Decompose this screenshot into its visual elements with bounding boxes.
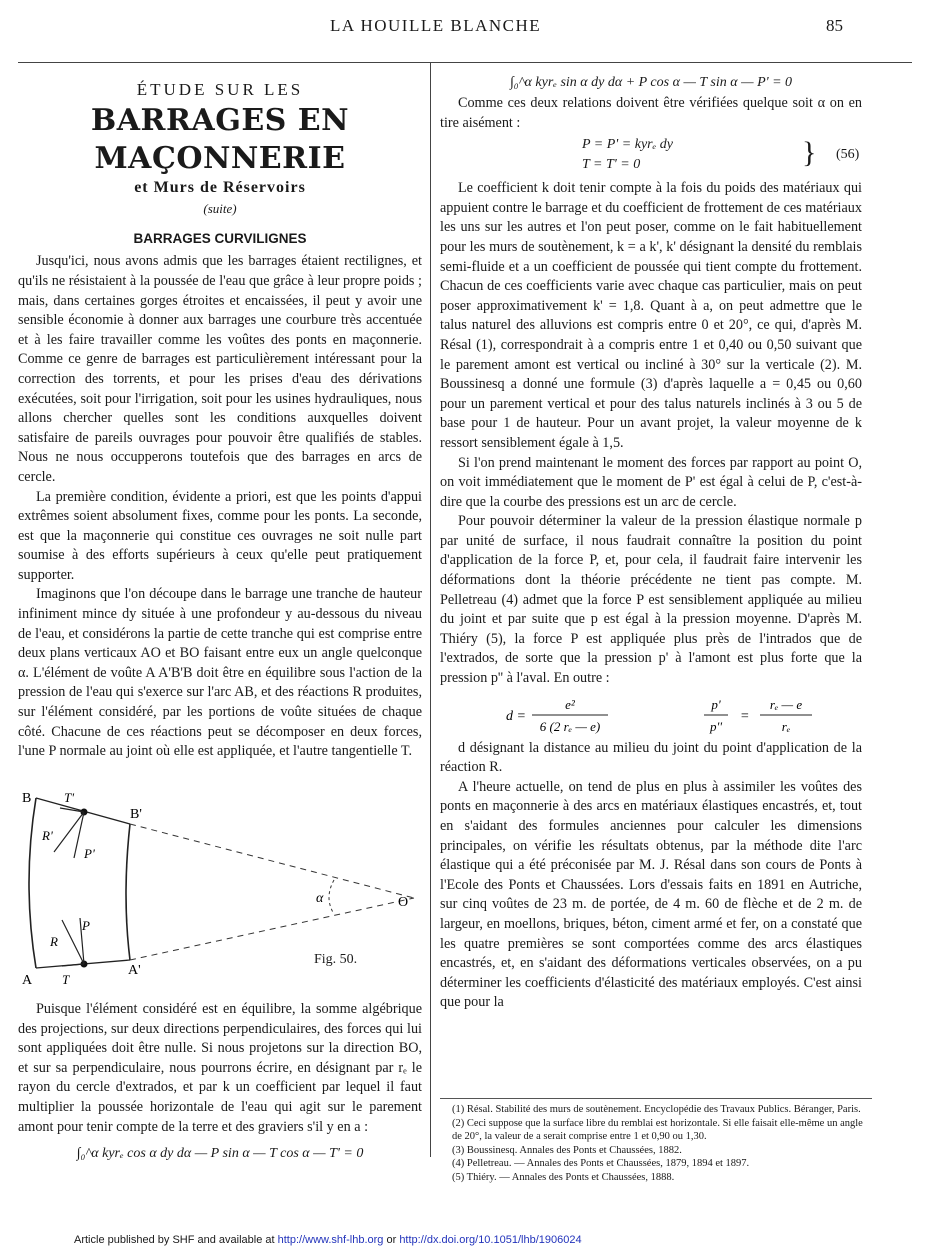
- footer-text: or: [383, 1234, 400, 1246]
- paragraph: Pour pouvoir déterminer la valeur de la pression élastique normale p par unité de surface, il nous faudrait connaître la position du point d'application de la force P, et, pour cela, il faudrait faire intervenir les déformations dont la théorie précédente ne tient pas compte. M. Pelletreau (4) admet que la force P est sensiblement appliquée au milieu du joint et par suite que p est égal à la pression moyenne. D'après M. Thiéry (5), la force P est appliquée plus près de l'intrados que de l'extrados, de sorte que la pression p' à l'amont est plus forte que la pression p'' à l'aval. En outre :: [440, 513, 862, 687]
- arch-element-diagram: [18, 788, 430, 988]
- equilibrium-formula-2: ∫₀^α kyrₑ sin α dy dα + P cos α — T sin α — P' = 0: [509, 75, 793, 90]
- equation-line: P = P' = kyrₑ dy: [582, 137, 673, 153]
- footnote: (3) Boussinesq. Annales des Ponts et Chaussées, 1882.: [452, 1144, 682, 1156]
- right-column: [440, 62, 862, 1013]
- label-alpha: α: [316, 891, 324, 906]
- doi-link[interactable]: http://dx.doi.org/10.1051/lhb/1906024: [399, 1234, 582, 1246]
- label-o: O: [398, 895, 409, 910]
- paragraph: A l'heure actuelle, on tend de plus en plus à assimiler les voûtes des ponts en maçonnerie à des arcs en matériaux élastiques encastrés, et, tout en s'aidant des formules anciennes pour calculer les dimensions principales, on vérifie les résultats obtenus, par la méthode dite l'arc élastique qui a été préconisée par M. J. Résal dans son cours de Ponts à l'Ecole des Ponts et Chaussées. Lors d'essais faits en 1891 en Autriche, sur cinq voûtes de 23 m. de portée, de 4 m. 60 de flèche et de 2 m. de largeur, en moellons, briques, béton, ciment armé et fer, on a constaté que les quatre premières se sont comportées comme des arcs élastiques encastrés, et, en s'aidant des déformations verticales observées, on a pu déterminer les coefficients d'élasticité des matériaux employés. C'est ainsi que pour la: [440, 778, 862, 1011]
- shf-link[interactable]: http://www.shf-lhb.org: [277, 1234, 384, 1246]
- footnote: (5) Thiéry. — Annales des Ponts et Chaussées, 1888.: [452, 1171, 675, 1183]
- angle-arc: [329, 880, 334, 914]
- column-divider: [430, 62, 431, 1157]
- r-denominator: rₑ: [781, 718, 791, 734]
- fraction-formulas: [440, 689, 862, 739]
- paragraph: Jusqu'ici, nous avons admis que les barrages étaient rectilignes, et qu'ils ne résistaient à la poussée de l'eau que grâce à leur propre poids ; mais, dans certaines gorges étroites et encaissées, il peut y avoir une sensible économie à donner aux barrages une courbure très accentuée et à les faire travailler comme les voûtes des ponts en maçonnerie. Comme ce genre de barrages est particulièrement intéressant pour la correction des torrents, et pour les prises d'eau des dérivations exécutées, soit pour l'irrigation, soit pour les usines hydrauliques, nous allons chercher quelles sont les conditions auxquelles doivent satisfaire de pareils ouvrages pour pouvoir être qualifiés de stables. Nous ne nous occupperons toutefois que des barrages en arcs de cercle.: [18, 253, 422, 485]
- paragraph: d désignant la distance au milieu du joint du point d'application de la réaction R.: [440, 739, 862, 776]
- footnote: (2) Ceci suppose que la surface libre du remblai est horizontale. Si elle faisait elle-même un angle de 20°, la valeur de a serait comprise entre 1 et 0,90 ou 1,30.: [452, 1117, 863, 1142]
- brace: }: [802, 136, 817, 170]
- p-numerator: p': [711, 696, 721, 712]
- equals-sign: =: [740, 708, 750, 724]
- label-a-prime: A': [128, 963, 141, 978]
- footer-text: Article published by SHF and available at: [74, 1234, 278, 1246]
- distance-formulas: [440, 689, 862, 739]
- extrados-arc: [29, 798, 36, 968]
- page-number: 85: [826, 16, 843, 35]
- equilibrium-formula-1: ∫₀^α kyrₑ cos α dy dα — P sin α — T cos α — T' = 0: [76, 1146, 364, 1162]
- r-numerator: rₑ — e: [769, 696, 803, 712]
- paragraph: Si l'on prend maintenant le moment des forces par rapport au point O, on voit immédiatement que le moment de P' est égal à celui de P, c'est-à-dire que la courbe des pressions est un arc de cercle.: [440, 454, 862, 510]
- figure-caption: Fig. 50.: [314, 952, 358, 967]
- label-p-prime: P': [84, 846, 95, 861]
- footnote: (4) Pelletreau. — Annales des Ponts et Chaussées, 1879, 1894 et 1897.: [452, 1158, 750, 1169]
- article-suite: (suite): [203, 201, 237, 217]
- label-r-prime: R': [42, 828, 53, 843]
- paragraph: La première condition, évidente a priori, est que les points d'appui extrêmes soient absolument fixes, comme pour les ponts. La seconde, est que la maçonnerie qui constitue ces ouvrages ne soit nulle part soumise à des efforts supérieurs à ceux qu'elle peut pratiquement supporter.: [18, 488, 422, 583]
- p-denominator: p'': [709, 718, 723, 734]
- intrados-arc: [126, 824, 130, 960]
- running-header: [0, 16, 930, 40]
- radius-line-ao: [130, 898, 414, 960]
- publication-footer: [74, 1234, 582, 1246]
- equation-line: T = T' = 0: [582, 157, 641, 173]
- paragraph: Comme ces deux relations doivent être vérifiées quelque soit α on en tire aisément :: [440, 95, 862, 131]
- d-denominator: 6 (2 rₑ — e): [539, 718, 601, 734]
- label-p: P: [82, 918, 90, 933]
- label-a: A: [22, 973, 33, 988]
- footnotes: [452, 1103, 872, 1184]
- journal-title: LA HOUILLE BLANCHE: [330, 16, 542, 35]
- radius-line-bo: [130, 824, 414, 898]
- label-b: B: [22, 791, 32, 806]
- article-title: BARRAGES EN MAÇONNERIE: [90, 102, 350, 176]
- paragraph: Imaginons que l'on découpe dans le barrage une tranche de hauteur infiniment mince dy située à une profondeur y au-dessous du niveau de l'eau, et considérons la partie de cette tranche qui est comprise entre deux plans verticaux AO et BO faisant entre eux un angle quelconque α. L'élément de voûte A A'B'B doit être en équilibre sous l'action de la pression de l'eau qui s'exerce sur l'arc AB, et des réactions R produites, sur l'élément considéré, par les portions de voûte situées de chaque côté. Chacune de ces réactions peut se décomposer en deux forces, l'une P normale au joint où elle est appliquée, et l'autre tangentielle T.: [18, 586, 422, 760]
- label-r: R: [50, 934, 58, 949]
- article-kicker: ÉTUDE SUR LES: [136, 80, 304, 99]
- left-column: [18, 76, 422, 762]
- label-b-prime: B': [130, 807, 142, 822]
- footnote-rule: [440, 1098, 872, 1099]
- section-heading: BARRAGES CURVILIGNES: [133, 230, 307, 246]
- article-subtitle: et Murs de Réservoirs: [134, 178, 306, 196]
- left-column-bottom: [18, 1000, 422, 1165]
- paragraph: Le coefficient k doit tenir compte à la fois du poids des matériaux qui appuient contre le barrage et du coefficient de frottement de ces matériaux les uns sur les autres et l'on peut poser, comme on le fait habituellement pour les murs de soutènement, k = a k', k' désignant la densité du remblais semi-fluide et a un coefficient de poussée qui tient compte du frottement. Chacun de ces coefficients varie avec chaque cas particulier, mais on peut poser approximativement k' = 1,8. Quant à a, on peut admettre que le talus naturel des alluvions est compris entre 0 et 20°, ce qui, d'après M. Résal (1), correspondrait à a compris entre 1 et 0,40 ou 0,50 suivant que le parement amont est vertical ou incliné à 30° sur la verticale (2). M. Boussinesq a donné une formule (3) d'après laquelle a = 0,45 ou 0,60 pour un parement vertical et pour des talus naturels inclinés à 3 ou 5 de base pour 1 de hauteur. Pour un avant projet, la valeur moyenne de k ressort sensiblement égale à 1,5.: [440, 180, 862, 451]
- equation-system-56: [440, 133, 862, 179]
- d-numerator: e²: [565, 696, 575, 712]
- d-lhs: d =: [506, 708, 526, 724]
- equation-number: (56): [836, 147, 860, 163]
- label-t: T: [62, 972, 70, 987]
- footnote: (1) Résal. Stabilité des murs de soutènement. Encyclopédie des Travaux Publics. Béranger, Paris.: [452, 1104, 861, 1115]
- paragraph: Puisque l'élément considéré est en équilibre, la somme algébrique des projections, sur deux directions perpendiculaires, des forces qui lui sont appliquées doit être nulle. Si nous projetons sur la direction BO, et sur sa perpendiculaire, nous pourrons écrire, en désignant par rₑ le rayon du cercle d'extrados, et par k un coefficient par lequel il faut multiplier la poussée horizontale de l'eau qui agit sur le parement amont pour tenir compte de la terre et des graviers s'il y en a :: [18, 1001, 422, 1135]
- label-t-prime: T': [64, 790, 75, 805]
- figure-50: [18, 788, 430, 988]
